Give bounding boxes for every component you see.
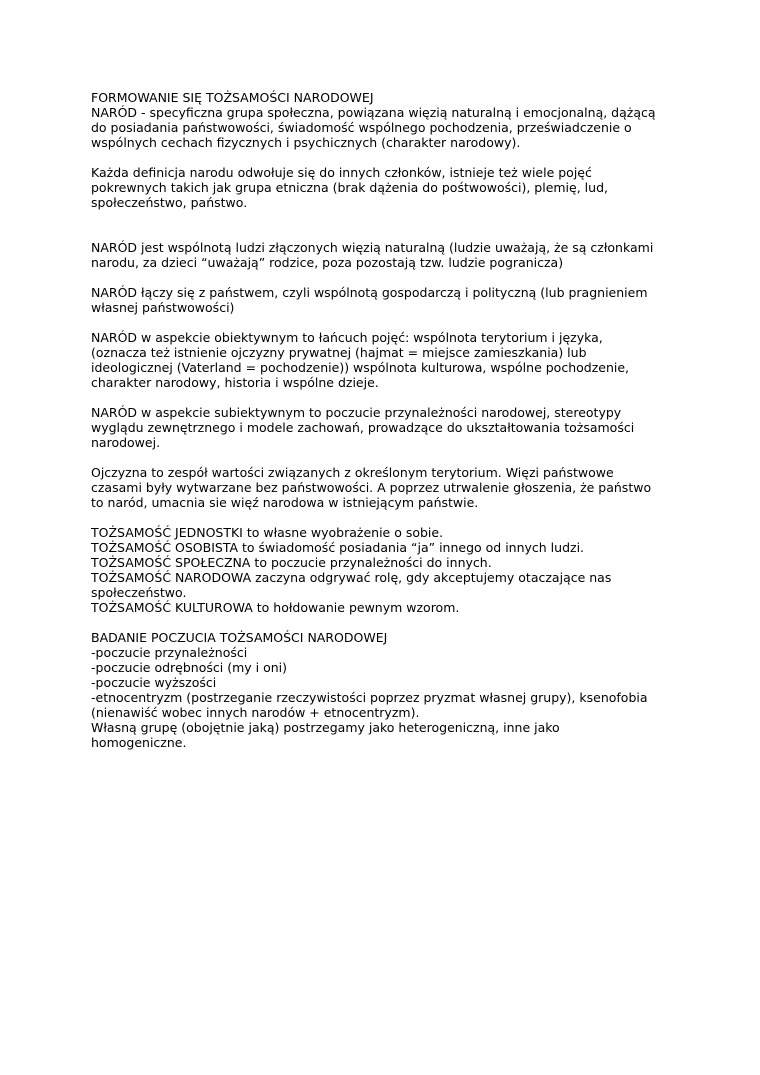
text-line: TOŻSAMOŚĆ NARODOWA zaczyna odgrywać rolę, gdy akceptujemy otaczające nas (91, 570, 612, 585)
text-line: Własną grupę (obojętnie jaką) postrzegamy jako heterogeniczną, inne jako (91, 720, 560, 735)
text-line: społeczeństwo, państwo. (91, 195, 248, 210)
tozsamosc-list (91, 525, 691, 615)
document-title: FORMOWANIE SIĘ TOŻSAMOŚCI NARODOWEJ (91, 90, 374, 105)
text-line: to naród, umacnia sie więź narodowa w istniejącym państwie. (91, 495, 479, 510)
paragraph-gap (91, 450, 691, 465)
text-line: TOŻSAMOŚĆ JEDNOSTKI to własne wyobrażenie o sobie. (91, 525, 444, 540)
text-line: TOŻSAMOŚĆ OSOBISTA to świadomość posiadania “ja” innego od innych ludzi. (91, 540, 585, 555)
text-line: czasami były wytwarzane bez państwowości. A poprzez utrwalenie głoszenia, że państwo (91, 480, 652, 495)
text-line: Ojczyzna to zespół wartości związanych z określonym terytorium. Więzi państwowe (91, 465, 614, 480)
subiektywny-paragraph (91, 405, 691, 450)
text-line: NARÓD łączy się z państwem, czyli wspólnotą gospodarczą i polityczną (lub pragnieniem (91, 285, 648, 300)
text-line: wyglądu zewnętrznego i modele zachowań, prowadzące do ukształtowania tożsamości (91, 420, 635, 435)
text-line: homogeniczne. (91, 735, 187, 750)
text-line: narodowej. (91, 435, 161, 450)
text-line: NARÓD w aspekcie obiektywnym to łańcuch pojęć: wspólnota terytorium i języka, (91, 330, 603, 345)
text-line: pokrewnych takich jak grupa etniczna (brak dążenia do pośtwowości), plemię, lud, (91, 180, 608, 195)
text-line: NARÓD - specyficzna grupa społeczna, powiązana więzią naturalną i emocjonalną, dążącą (91, 105, 656, 120)
text-line: TOŻSAMOŚĆ SPOŁECZNA to poczucie przynależności do innych. (91, 555, 492, 570)
text-line: Każda definicja narodu odwołuje się do innych członków, istnieje też wiele pojęć (91, 165, 592, 180)
title-block (91, 90, 691, 150)
text-line: NARÓD w aspekcie subiektywnym to poczucie przynależności narodowej, stereotypy (91, 405, 622, 420)
text-line: do posiadania państwowości, świadomość wspólnego pochodzenia, przeświadczenie o (91, 120, 632, 135)
text-line: własnej państwowości) (91, 300, 235, 315)
document-content (91, 90, 691, 750)
text-line: charakter narodowy, historia i wspólne dzieje. (91, 375, 379, 390)
obiektywny-paragraph (91, 330, 691, 390)
ojczyzna-paragraph (91, 465, 691, 510)
paragraph-gap (91, 390, 691, 405)
paragraph-gap (91, 270, 691, 285)
list-item: -poczucie wyższości (91, 675, 217, 690)
paragraph-gap (91, 315, 691, 330)
paragraph-gap (91, 150, 691, 165)
naturalna-paragraph (91, 240, 691, 270)
text-line: narodu, za dzieci “uważają” rodzice, poza pozostają tzw. ludzie pogranicza) (91, 255, 564, 270)
section-heading: BADANIE POCZUCIA TOŻSAMOŚCI NARODOWEJ (91, 630, 388, 645)
panstwo-paragraph (91, 285, 691, 315)
paragraph-gap (91, 615, 691, 630)
paragraph-gap (91, 210, 691, 240)
text-line: (nienawiść wobec innych narodów + etnocentryzm). (91, 705, 420, 720)
text-line: NARÓD jest wspólnotą ludzi złączonych więzią naturalną (ludzie uważają, że są członkami (91, 240, 654, 255)
list-item: -etnocentryzm (postrzeganie rzeczywistości poprzez pryzmat własnej grupy), ksenofobia (91, 690, 648, 705)
paragraph-gap (91, 510, 691, 525)
definition-paragraph (91, 165, 691, 210)
text-line: ideologicznej (Vaterland = pochodzenie)) wspólnota kulturowa, wspólne pochodzenie, (91, 360, 630, 375)
text-line: (oznacza też istnienie ojczyzny prywatnej (hajmat = miejsce zamieszkania) lub (91, 345, 587, 360)
badanie-block (91, 630, 691, 750)
list-item: -poczucie odrębności (my i oni) (91, 660, 287, 675)
text-line: wspólnych cechach fizycznych i psychicznych (charakter narodowy). (91, 135, 521, 150)
text-line: społeczeństwo. (91, 585, 187, 600)
text-line: TOŻSAMOŚĆ KULTUROWA to hołdowanie pewnym wzorom. (91, 600, 460, 615)
list-item: -poczucie przynależności (91, 645, 248, 660)
